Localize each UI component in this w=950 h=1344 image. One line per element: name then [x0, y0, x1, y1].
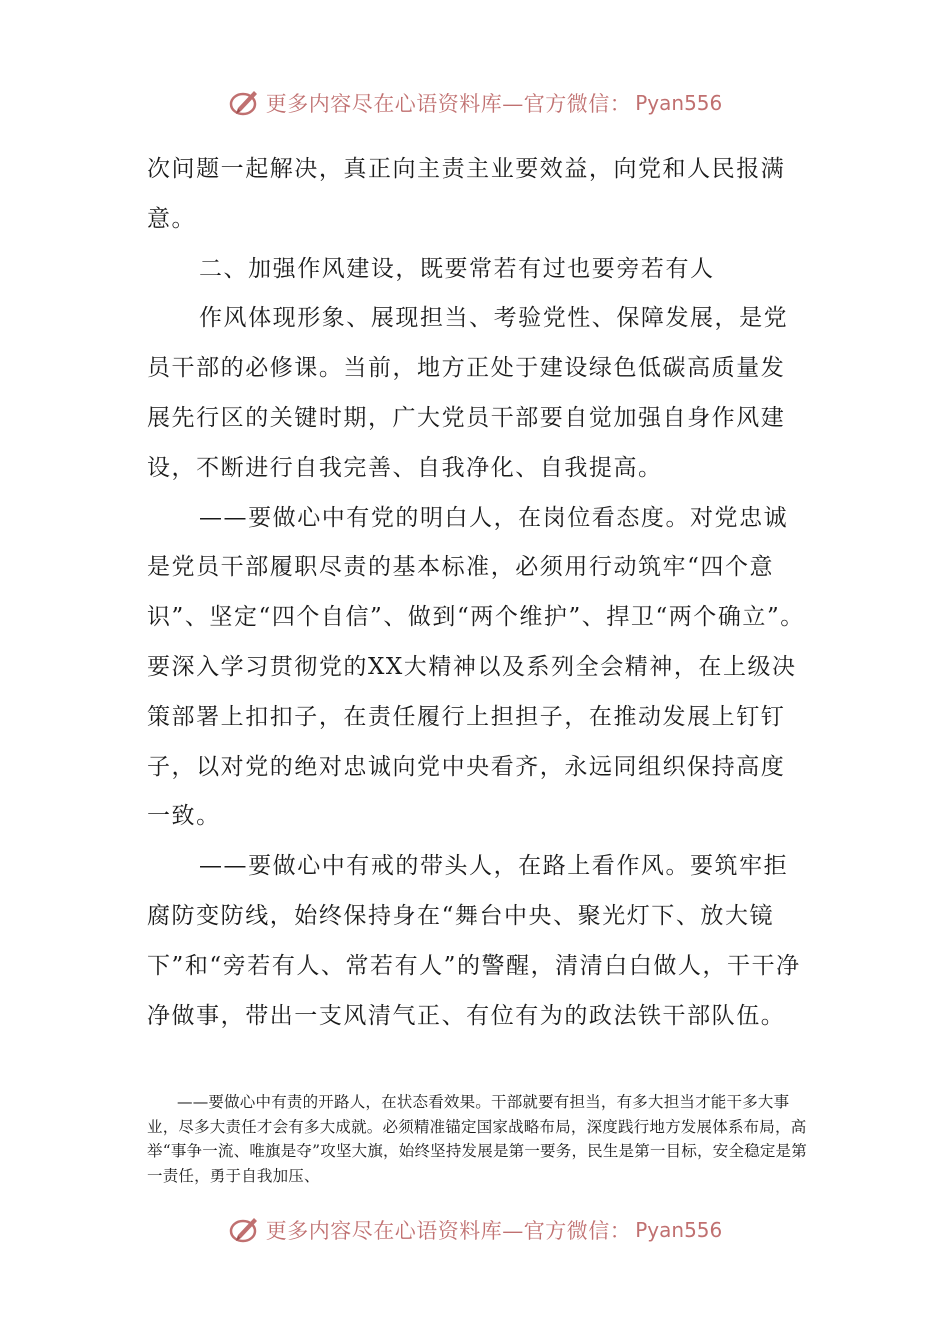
document-small-body [147, 1090, 807, 1188]
section-heading: 二、加强作风建设，既要常若有过也要旁若有人 [199, 255, 715, 282]
header-banner [0, 83, 950, 123]
header-banner-text: 更多内容尽在心语资料库—官方微信： [265, 92, 632, 116]
paragraph: ——要做心中有党的明白人，在岗位看态度。对党忠诚是党员干部履职尽责的基本标准，必须用行动筑牢“四个意识”、坚定“四个自信”、做到“两个维护”、捍卫“两个确立”。要深入学习贯彻党的XX大精神以及系列全会精神，在上级决策部署上扣扣子，在责任履行上担担子，在推动发展上钉钉子，以对党的绝对忠诚向党中央看齐，永远同组织保持高度一致。 [147, 504, 805, 830]
pen-circle-logo-icon [228, 86, 262, 120]
pen-circle-logo-icon [228, 1213, 262, 1247]
paragraph: 作风体现形象、展现担当、考验党性、保障发展，是党员干部的必修课。当前，地方正处于建设绿色低碳高质量发展先行区的关键时期，广大党员干部要自觉加强自身作风建设，不断进行自我完善、自我净化、自我提高。 [147, 305, 789, 481]
footer-banner-id: Pyan556 [635, 1218, 723, 1242]
paragraph: 次问题一起解决，真正向主责主业要效益，向党和人民报满意。 [147, 156, 786, 232]
paragraph: ——要做心中有戒的带头人，在路上看作风。要筑牢拒腐防变防线，始终保持身在“舞台中央、聚光灯下、放大镜下”和“旁若有人、常若有人”的警醒，清清白白做人，干干净净做事，带出一支风清气正、有位有为的政法铁干部队伍。 [147, 853, 801, 1029]
header-banner-id: Pyan556 [635, 91, 723, 115]
footer-banner-text: 更多内容尽在心语资料库—官方微信： [265, 1219, 632, 1243]
document-body [147, 145, 807, 1041]
paragraph: ——要做心中有责的开路人，在状态看效果。干部就要有担当，有多大担当才能干多大事业，尽多大责任才会有多大成就。必须精准锚定国家战略布局，深度践行地方发展体系布局，高举“事争一流、唯旗是夺”攻坚大旗，始终坚持发展是第一要务，民生是第一目标，安全稳定是第一责任，勇于自我加压、 [147, 1093, 807, 1185]
footer-banner [0, 1210, 950, 1250]
